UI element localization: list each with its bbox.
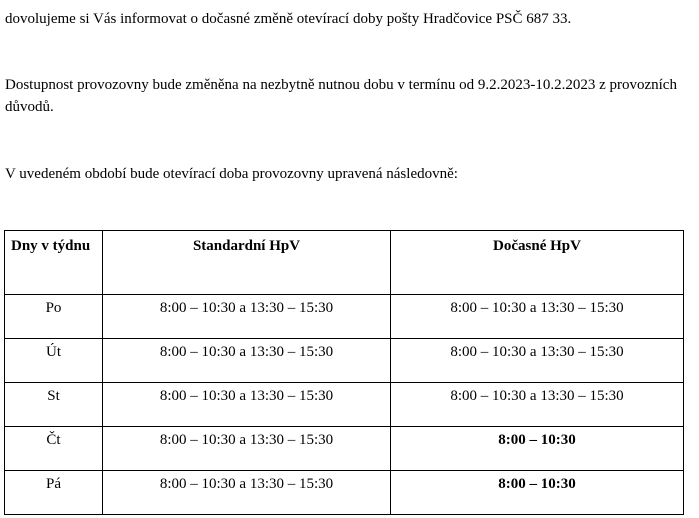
availability-paragraph: Dostupnost provozovny bude změněna na nezbytně nutnou dobu v termínu od 9.2.2023-10.2.2023 z provozních důvodů. — [5, 77, 677, 115]
table-row — [5, 383, 684, 427]
day-cell: Út — [5, 339, 103, 383]
header-standard-hours: Standardní HpV — [103, 231, 391, 295]
standard-hours-cell: 8:00 – 10:30 a 13:30 – 15:30 — [103, 427, 391, 471]
temporary-hours-cell: 8:00 – 10:30 — [391, 427, 684, 471]
standard-hours-cell: 8:00 – 10:30 a 13:30 – 15:30 — [103, 471, 391, 515]
day-cell: St — [5, 383, 103, 427]
temporary-hours-cell: 8:00 – 10:30 a 13:30 – 15:30 — [391, 383, 684, 427]
header-temporary-hours: Dočasné HpV — [391, 231, 684, 295]
standard-hours-cell: 8:00 – 10:30 a 13:30 – 15:30 — [103, 339, 391, 383]
day-cell: Čt — [5, 427, 103, 471]
day-cell: Po — [5, 295, 103, 339]
table-row — [5, 471, 684, 515]
standard-hours-cell: 8:00 – 10:30 a 13:30 – 15:30 — [103, 383, 391, 427]
standard-hours-cell: 8:00 – 10:30 a 13:30 – 15:30 — [103, 295, 391, 339]
table-row — [5, 427, 684, 471]
opening-hours-table — [4, 230, 684, 515]
period-paragraph: V uvedeném období bude otevírací doba provozovny upravená následovně: — [5, 166, 458, 182]
table-row — [5, 339, 684, 383]
temporary-hours-cell: 8:00 – 10:30 a 13:30 – 15:30 — [391, 295, 684, 339]
header-day: Dny v týdnu — [5, 231, 103, 295]
temporary-hours-cell: 8:00 – 10:30 — [391, 471, 684, 515]
day-cell: Pá — [5, 471, 103, 515]
table-row — [5, 295, 684, 339]
table-header-row — [5, 231, 684, 295]
temporary-hours-cell: 8:00 – 10:30 a 13:30 – 15:30 — [391, 339, 684, 383]
intro-paragraph: dovolujeme si Vás informovat o dočasné změně otevírací doby pošty Hradčovice PSČ 687 33. — [5, 11, 572, 27]
